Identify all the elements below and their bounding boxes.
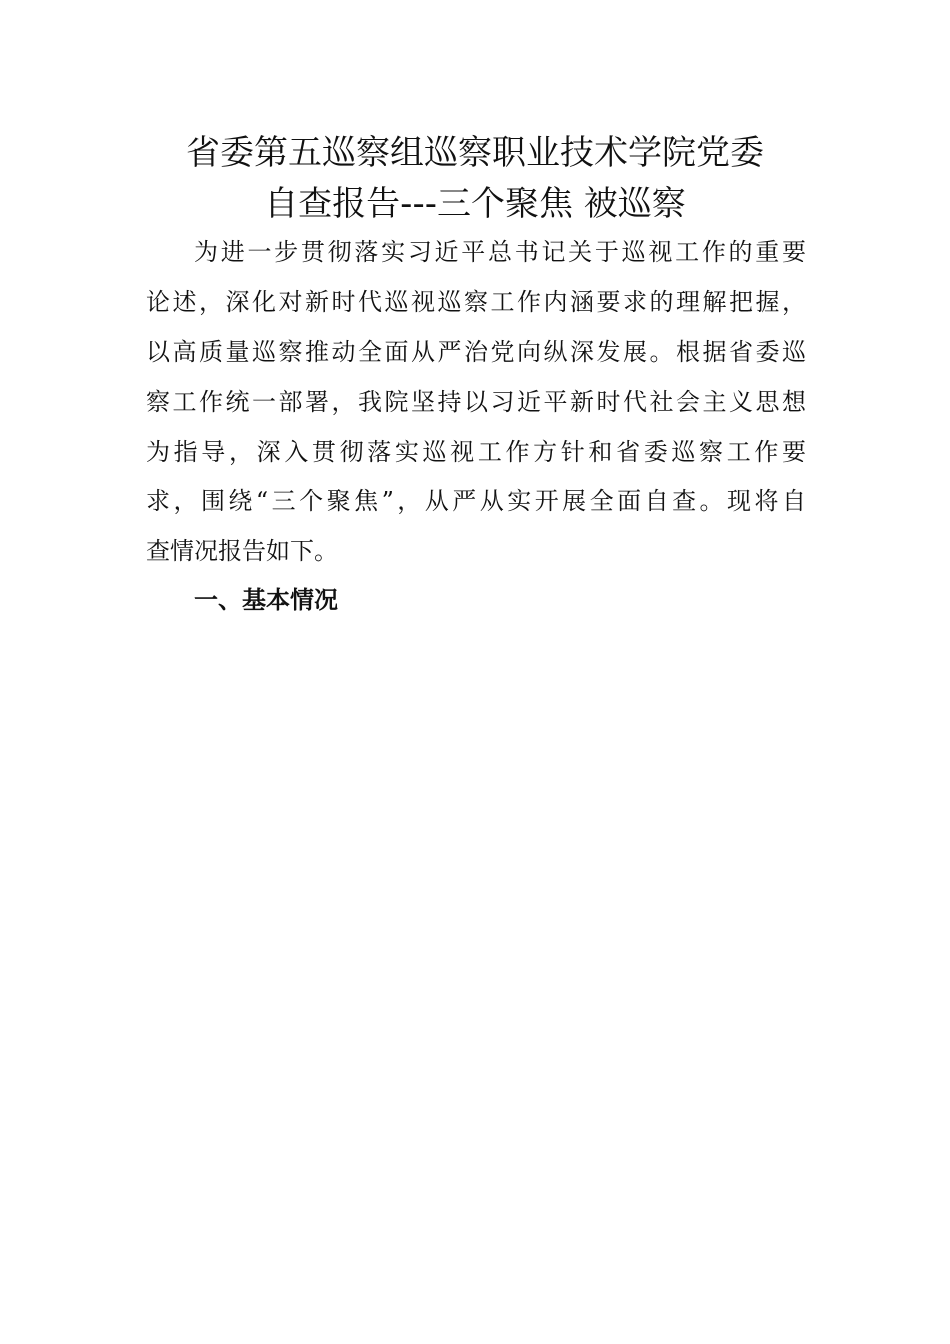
paragraph-line: 查情况报告如下。 (146, 537, 338, 565)
paragraph-line: 论述，深化对新时代巡视巡察工作内涵要求的理解把握， (146, 288, 806, 316)
document-title-line-1: 省委第五巡察组巡察职业技术学院党委 (186, 133, 764, 173)
paragraph-line: 求，围绕“三个聚焦”，从严从实开展全面自查。现将自 (146, 487, 806, 515)
document-title-line-2: 自查报告---三个聚焦 被巡察 (264, 184, 686, 224)
paragraph-line: 为进一步贯彻落实习近平总书记关于巡视工作的重要 (194, 238, 806, 266)
paragraph-line: 以高质量巡察推动全面从严治党向纵深发展。根据省委巡 (146, 338, 806, 366)
paragraph-line: 察工作统一部署，我院坚持以习近平新时代社会主义思想 (146, 388, 806, 416)
section-heading: 一、基本情况 (194, 586, 338, 614)
paragraph-line: 为指导，深入贯彻落实巡视工作方针和省委巡察工作要 (146, 438, 806, 466)
